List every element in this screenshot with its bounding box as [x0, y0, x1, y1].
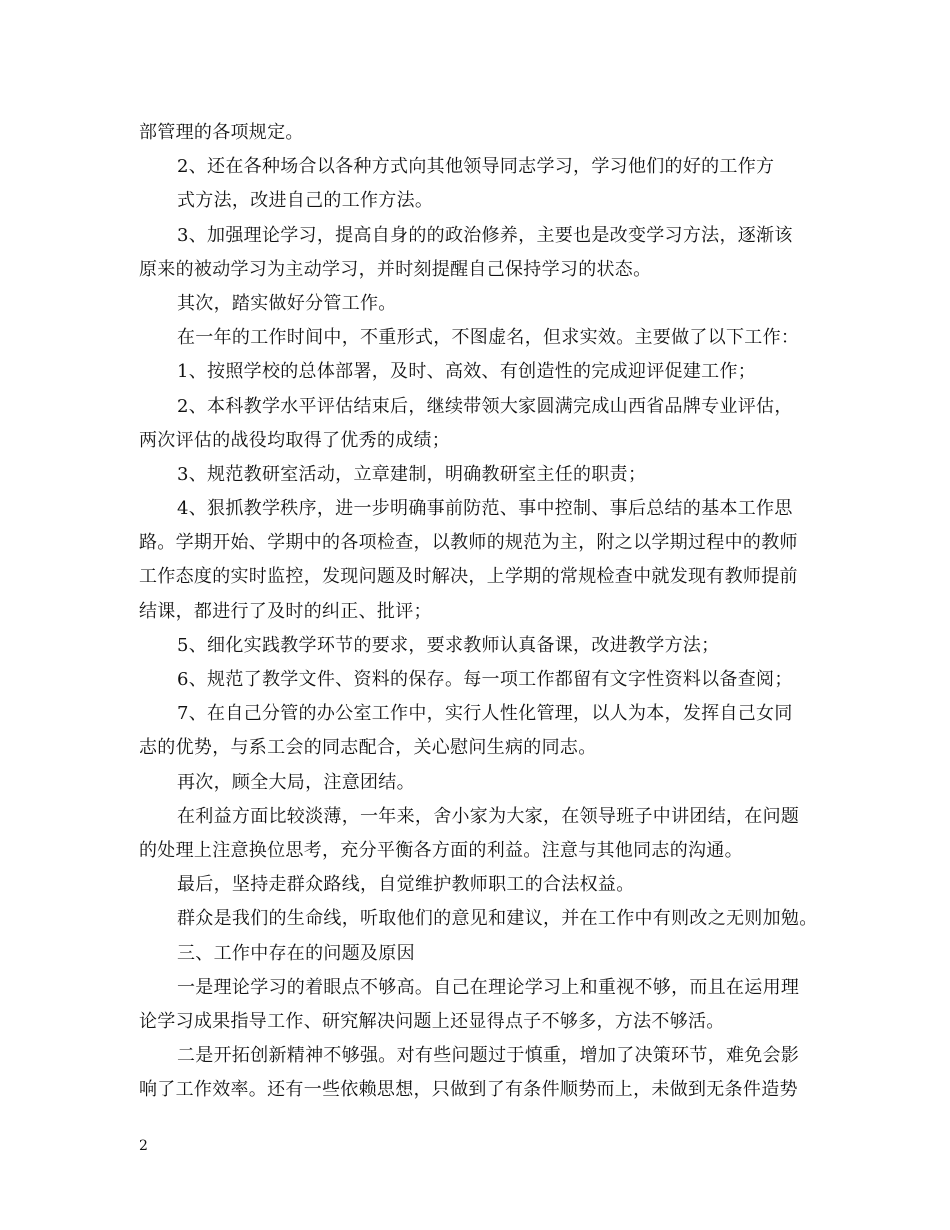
document-body — [139, 116, 829, 1107]
text-line: 群众是我们的生命线，听取他们的意见和建议，并在工作中有则改之无则加勉。 — [177, 908, 818, 930]
text-line: 响了工作效率。还有一些依赖思想，只做到了有条件顺势而上，未做到无条件造势 — [139, 1079, 798, 1101]
text-line: 1、按照学校的总体部署，及时、高效、有创造性的完成迎评促建工作； — [177, 361, 757, 383]
text-line: 最后，坚持走群众路线，自觉维护教师职工的合法权益。 — [177, 874, 635, 896]
text-line: 结课，都进行了及时的纠正、批评； — [139, 600, 432, 622]
text-line: 二是开拓创新精神不够强。对有些问题过于慎重，增加了决策环节，难免会影 — [177, 1045, 800, 1067]
text-line: 3、加强理论学习，提高自身的的政治修养，主要也是改变学习方法，逐渐该 — [177, 224, 793, 246]
text-line: 4、狠抓教学秩序，进一步明确事前防范、事中控制、事后总结的基本工作思 — [177, 498, 793, 520]
text-line: 原来的被动学习为主动学习，并时刻提醒自己保持学习的状态。 — [139, 258, 652, 280]
text-line: 三、工作中存在的问题及原因 — [177, 942, 415, 964]
text-line: 的处理上注意换位思考，充分平衡各方面的利益。注意与其他同志的沟通。 — [139, 839, 743, 861]
text-line: 式方法，改进自己的工作方法。 — [177, 190, 434, 212]
text-line: 志的优势，与系工会的同志配合，关心慰问生病的同志。 — [139, 737, 597, 759]
text-line: 5、细化实践教学环节的要求，要求教师认真备课，改进教学方法； — [177, 634, 720, 656]
text-line: 3、规范教研室活动，立章建制，明确教研室主任的职责； — [177, 463, 647, 485]
text-line: 论学习成果指导工作、研究解决问题上还显得点子不够多，方法不够活。 — [139, 1010, 725, 1032]
text-line: 部管理的各项规定。 — [139, 122, 304, 143]
text-line: 其次，踏实做好分管工作。 — [177, 292, 397, 314]
text-line: 在一年的工作时间中，不重形式，不图虚名，但求实效。主要做了以下工作： — [177, 327, 800, 349]
text-line: 工作态度的实时监控，发现问题及时解决，上学期的常规检查中就发现有教师提前 — [139, 566, 798, 588]
text-line: 2、本科教学水平评估结束后，继续带领大家圆满完成山西省品牌专业评估， — [177, 395, 793, 417]
text-line: 两次评估的战役均取得了优秀的成绩； — [139, 429, 451, 451]
text-line: 再次，顾全大局，注意团结。 — [177, 771, 415, 793]
text-line: 7、在自己分管的办公室工作中，实行人性化管理，以人为本，发挥自己女同 — [177, 703, 793, 725]
text-line: 路。学期开始、学期中的各项检查，以教师的规范为主，附之以学期过程中的教师 — [139, 532, 798, 554]
text-line: 2、还在各种场合以各种方式向其他领导同志学习，学习他们的好的工作方 — [177, 156, 775, 178]
text-line: 6、规范了教学文件、资料的保存。每一项工作都留有文字性资料以备查阅； — [177, 669, 793, 690]
text-line: 在利益方面比较淡薄，一年来，舍小家为大家，在领导班子中讲团结，在问题 — [177, 805, 800, 827]
page-number: 2 — [139, 1138, 148, 1154]
text-line: 一是理论学习的着眼点不够高。自己在理论学习上和重视不够，而且在运用理 — [177, 976, 800, 998]
